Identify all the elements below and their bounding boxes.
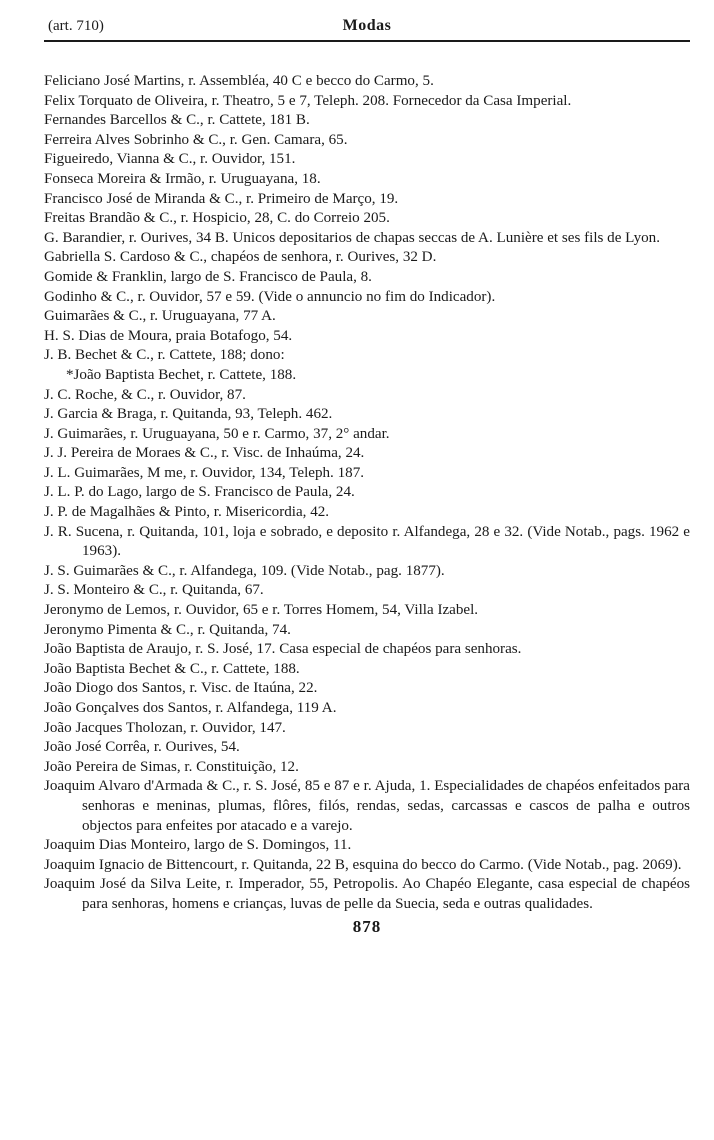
directory-entry: Jeronymo Pimenta & C., r. Quitanda, 74.	[44, 621, 291, 638]
directory-entry: Guimarães & C., r. Uruguayana, 77 A.	[44, 308, 276, 325]
directory-entry: Joaquim Alvaro d'Armada & C., r. S. José, 85 e 87 e r. Ajuda, 1. Especialidades de chapéos enfeitados para senhoras e meninas, plumas, flôres, filós, rendas, sedas, carcassas e cascos de palha e outros objectos para enfeites por atacado e a varejo.	[44, 778, 690, 834]
directory-entry: Joaquim José da Silva Leite, r. Imperador, 55, Petropolis. Ao Chapéo Elegante, casa especial de chapéos para senhoras, homens e crianças, luvas de pelle da Suecia, seda e outras qualidades.	[44, 876, 690, 912]
page-number: 878	[352, 916, 382, 936]
directory-entry: G. Barandier, r. Ourives, 34 B. Unicos depositarios de chapas seccas de A. Lunière et ses fils de Lyon.	[44, 229, 660, 246]
directory-entry: João Baptista de Araujo, r. S. José, 17. Casa especial de chapéos para senhoras.	[44, 641, 522, 658]
directory-entry: J. L. P. do Lago, largo de S. Francisco de Paula, 24.	[44, 484, 355, 501]
directory-entry: Francisco José de Miranda & C., r. Primeiro de Março, 19.	[44, 190, 399, 207]
directory-entry: João Pereira de Simas, r. Constituição, 12.	[44, 758, 299, 775]
directory-entry: João Baptista Bechet & C., r. Cattete, 188.	[44, 660, 300, 677]
directory-entry: J. S. Guimarães & C., r. Alfandega, 109. (Vide Notab., pag. 1877).	[44, 562, 445, 579]
directory-entry: J. S. Monteiro & C., r. Quitanda, 67.	[44, 582, 264, 599]
directory-entry: Joaquim Ignacio de Bittencourt, r. Quitanda, 22 B, esquina do becco do Carmo. (Vide Notab., pag. 2069).	[44, 856, 682, 873]
directory-entry: Fernandes Barcellos & C., r. Cattete, 181 B.	[44, 112, 310, 129]
directory-list	[44, 72, 690, 915]
directory-entry: J. B. Bechet & C., r. Cattete, 188; dono:	[44, 347, 285, 364]
directory-entry: J. P. de Magalhães & Pinto, r. Misericordia, 42.	[44, 504, 330, 521]
directory-entry: J. Garcia & Braga, r. Quitanda, 93, Teleph. 462.	[44, 406, 333, 423]
directory-entry: J. J. Pereira de Moraes & C., r. Visc. de Inhaúma, 24.	[44, 445, 365, 462]
directory-entry: João José Corrêa, r. Ourives, 54.	[44, 739, 240, 756]
directory-entry: Freitas Brandão & C., r. Hospicio, 28, C. do Correio 205.	[44, 210, 390, 227]
article-reference: (art. 710)	[48, 18, 104, 34]
directory-entry: João Gonçalves dos Santos, r. Alfandega, 119 A.	[44, 700, 337, 716]
directory-entry: Ferreira Alves Sobrinho & C., r. Gen. Camara, 65.	[44, 131, 348, 148]
directory-entry: Fonseca Moreira & Irmão, r. Uruguayana, 18.	[44, 170, 321, 187]
directory-entry: João Jacques Tholozan, r. Ouvidor, 147.	[44, 719, 286, 736]
directory-entry: Gabriella S. Cardoso & C., chapéos de senhora, r. Ourives, 32 D.	[44, 249, 437, 266]
directory-entry: Jeronymo de Lemos, r. Ouvidor, 65 e r. Torres Homem, 54, Villa Izabel.	[44, 602, 479, 619]
directory-entry: Feliciano José Martins, r. Assembléa, 40 C e becco do Carmo, 5.	[44, 73, 434, 89]
section-title: Modas	[342, 17, 392, 34]
directory-entry: Joaquim Dias Monteiro, largo de S. Domingos, 11.	[44, 837, 352, 854]
directory-entry: H. S. Dias de Moura, praia Botafogo, 54.	[44, 327, 293, 344]
directory-entry: J. Guimarães, r. Uruguayana, 50 e r. Carmo, 37, 2° andar.	[44, 425, 390, 442]
directory-entry: Felix Torquato de Oliveira, r. Theatro, 5 e 7, Teleph. 208. Fornecedor da Casa Imperial.	[44, 92, 572, 109]
directory-entry: Godinho & C., r. Ouvidor, 57 e 59. (Vide o annuncio no fim do Indicador).	[44, 288, 496, 305]
directory-entry: J. C. Roche, & C., r. Ouvidor, 87.	[44, 386, 246, 403]
directory-entry: J. L. Guimarães, M me, r. Ouvidor, 134, Teleph. 187.	[44, 464, 365, 481]
directory-entry: João Diogo dos Santos, r. Visc. de Itaúna, 22.	[44, 680, 318, 697]
page-header	[44, 14, 690, 42]
directory-entry: Figueiredo, Vianna & C., r. Ouvidor, 151.	[44, 151, 296, 168]
directory-sub-entry: *João Baptista Bechet, r. Cattete, 188.	[66, 366, 297, 383]
directory-entry: Gomide & Franklin, largo de S. Francisco de Paula, 8.	[44, 268, 372, 285]
directory-entry: J. R. Sucena, r. Quitanda, 101, loja e sobrado, e deposito r. Alfandega, 28 e 32. (Vide Notab., pags. 1962 e 1963).	[44, 523, 690, 560]
document-page	[44, 14, 690, 937]
